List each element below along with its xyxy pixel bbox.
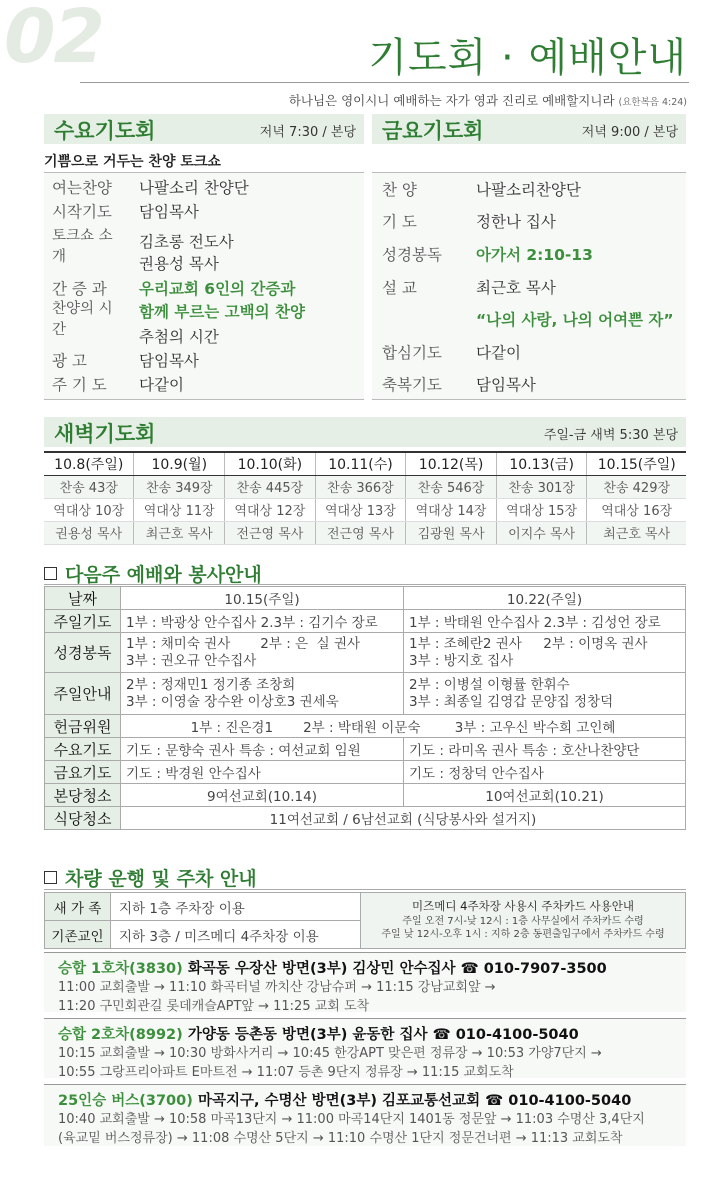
wednesday-program: 여는찬양 나팔소리 찬양단 시작기도 담임목사 토크쇼 소개 김초롱 전도사 권용성 목사 간 증 과 우리교회 6인의 간증과 찬양의 시간 함께 부르는 고백의 찬양 추첨의 시간 광 고 담임목사 주 기 도 다같이 bbox=[44, 172, 364, 400]
row-label: 주일기도 bbox=[45, 610, 121, 633]
dawn-date-cell: 10.8(주일) bbox=[44, 452, 134, 475]
dawn-date-cell: 10.10(화) bbox=[225, 452, 316, 475]
dawn-reading-cell: 역대상 12장 bbox=[225, 498, 316, 521]
wednesday-time: 저녁 7:30 / 본당 bbox=[259, 125, 356, 140]
dawn-preacher-cell: 김광원 목사 bbox=[406, 521, 497, 544]
friday-program: 찬 양 나팔소리찬양단 기 도 정한나 집사 성경봉독 아가서 2:10-13 설 교 최근호 목사 “나의 사랑, 나의 어여쁜 자” 합심기도 다같이 축복기도 담임목사 bbox=[372, 172, 686, 400]
table-row bbox=[45, 587, 686, 610]
dawn-date-cell: 10.9(월) bbox=[134, 452, 225, 475]
table-cell: 9여선교회(10.14) bbox=[121, 784, 404, 807]
table-cell: 기도 : 라미옥 권사 특송 : 호산나찬양단 bbox=[404, 738, 686, 761]
vehicles-title: 차량 운행 및 주차 안내 bbox=[44, 864, 257, 891]
table-row bbox=[45, 633, 686, 673]
dawn-hymn-cell: 찬송 429장 bbox=[587, 475, 686, 498]
row-label: 식당청소 bbox=[45, 807, 121, 830]
dawn-hymn-cell: 찬송 445장 bbox=[225, 475, 316, 498]
table-row bbox=[45, 761, 686, 784]
page-number: 02 bbox=[4, 0, 103, 80]
parking-table bbox=[44, 892, 686, 949]
dawn-reading-cell: 역대상 16장 bbox=[587, 498, 686, 521]
friday-time: 저녁 9:00 / 본당 bbox=[581, 125, 678, 140]
dawn-title: 새벽기도회 bbox=[54, 422, 156, 446]
dawn-reading-cell: 역대상 15장 bbox=[496, 498, 587, 521]
bus-route-1: 승합 1호차(3830) 화곡동 우장산 방면(3부) 김상민 안수집사 ☎ 010-7907-3500 11:00 교회출발 → 11:10 화곡터널 까치산 강남슈퍼 → 11:15 강남교회앞 → 11:20 구민회관길 롯데캐슬APT앞 → 11:25 교회 도착 bbox=[44, 952, 686, 1012]
row-label: 헌금위원 bbox=[45, 715, 121, 738]
dawn-preacher-cell: 이지수 목사 bbox=[496, 521, 587, 544]
dawn-time: 주일-금 새벽 5:30 본당 bbox=[543, 428, 678, 443]
dawn-preacher-cell: 전근영 목사 bbox=[225, 521, 316, 544]
dawn-reading-cell: 역대상 10장 bbox=[44, 498, 134, 521]
checkbox-square-icon bbox=[44, 567, 57, 580]
wednesday-subtitle: 기쁨으로 거두는 찬양 토크쇼 bbox=[44, 154, 221, 170]
date-cell: 10.15(주일) bbox=[121, 587, 404, 610]
wednesday-title: 수요기도회 bbox=[54, 119, 156, 143]
table-cell: 기도 : 박경원 안수집사 bbox=[121, 761, 404, 784]
table-cell: 2부 : 이병설 이형률 한휘수 3부 : 최종일 김영갑 문양집 정창덕 bbox=[404, 673, 686, 715]
dawn-reading-cell: 역대상 11장 bbox=[134, 498, 225, 521]
friday-header bbox=[372, 114, 686, 144]
dawn-reading-cell: 역대상 13장 bbox=[315, 498, 406, 521]
page-title: 기도회 · 예배안내 bbox=[368, 35, 687, 81]
phone-icon: ☎ 010-4100-5040 bbox=[485, 1093, 632, 1109]
dawn-hymn-cell: 찬송 43장 bbox=[44, 475, 134, 498]
checkbox-square-icon bbox=[44, 871, 57, 884]
date-cell: 10.22(주일) bbox=[404, 587, 686, 610]
dawn-hymn-cell: 찬송 366장 bbox=[315, 475, 406, 498]
table-row bbox=[45, 738, 686, 761]
table-row bbox=[45, 784, 686, 807]
table-cell: 기도 : 문향숙 권사 특송 : 여선교회 임원 bbox=[121, 738, 404, 761]
row-label: 성경봉독 bbox=[45, 633, 121, 673]
row-label: 새 가 족 bbox=[45, 893, 111, 921]
dawn-header bbox=[44, 417, 686, 447]
dawn-date-cell: 10.12(목) bbox=[406, 452, 497, 475]
table-cell: 1부 : 조혜란2 권사 2부 : 이명옥 권사 3부 : 방지호 집사 bbox=[404, 633, 686, 673]
friday-title: 금요기도회 bbox=[382, 119, 484, 143]
table-cell: 1부 : 진은경1 2부 : 박태원 이문숙 3부 : 고우신 박수희 고인혜 bbox=[121, 715, 686, 738]
dawn-reading-cell: 역대상 14장 bbox=[406, 498, 497, 521]
divider bbox=[44, 584, 686, 585]
dawn-readings-row bbox=[44, 498, 686, 521]
table-cell: 11여선교회 / 6남선교회 (식당봉사와 설거지) bbox=[121, 807, 686, 830]
bus-route-2: 승합 2호차(8992) 가양동 등촌동 방면(3부) 윤동한 집사 ☎ 010-4100-5040 10:15 교회출발 → 10:30 방화사거리 → 10:45 한강APT 맞은편 정류장 → 10:53 가양7단지 → 10:55 그랑프리아파트 E마트전 → 11:07 등촌 9단지 정류장 → 11:15 교회도착 bbox=[44, 1018, 686, 1078]
row-label: 기존교인 bbox=[45, 921, 111, 949]
date-header: 날짜 bbox=[45, 587, 121, 610]
dawn-hymns-row bbox=[44, 475, 686, 498]
dawn-preacher-cell: 최근호 목사 bbox=[134, 521, 225, 544]
dawn-date-cell: 10.13(금) bbox=[496, 452, 587, 475]
bible-verse: 하나님은 영이시니 예배하는 자가 영과 진리로 예배할지니라 (요한복음 4:24) bbox=[288, 93, 687, 108]
dawn-schedule-table bbox=[44, 451, 686, 545]
table-cell: 지하 3층 / 미즈메디 4주차장 이용 bbox=[111, 921, 361, 949]
bus-route-3: 25인승 버스(3700) 마곡지구, 수명산 방면(3부) 김포교통선교회 ☎ 010-4100-5040 10:40 교회출발 → 10:58 마곡13단지 → 11:00 마곡14단지 1401동 정문앞 → 11:03 수명산 3,4단지 (육교밑 버스정류장) → 11:08 수명산 5단지 → 11:10 수명산 1단지 정문건너편 → 11:13 교회도착 bbox=[44, 1084, 686, 1146]
next-week-table bbox=[44, 586, 686, 830]
table-cell: 1부 : 박광상 안수집사 2.3부 : 김기수 장로 bbox=[121, 610, 404, 633]
table-cell: 2부 : 정재민1 정기종 조창희 3부 : 이영술 장수완 이상호3 권세욱 bbox=[121, 673, 404, 715]
table-cell: 1부 : 박태원 안수집사 2.3부 : 김성언 장로 bbox=[404, 610, 686, 633]
table-cell: 1부 : 채미숙 권사 2부 : 은 실 권사 3부 : 권오규 안수집사 bbox=[121, 633, 404, 673]
parking-card-note: 미즈메디 4주차장 사용시 주차카드 사용안내 주일 오전 7시-낮 12시 : 1층 사무실에서 주차카드 수령 주일 낮 12시-오후 1시 : 지하 2층 동편출입구에서 주차카드 수령 bbox=[361, 893, 686, 949]
table-row bbox=[45, 893, 686, 921]
dawn-hymn-cell: 찬송 349장 bbox=[134, 475, 225, 498]
table-cell: 지하 1층 주차장 이용 bbox=[111, 893, 361, 921]
phone-icon: ☎ 010-4100-5040 bbox=[432, 1027, 579, 1043]
dawn-preacher-cell: 권용성 목사 bbox=[44, 521, 134, 544]
table-cell: 10여선교회(10.21) bbox=[404, 784, 686, 807]
table-row bbox=[45, 610, 686, 633]
row-label: 본당청소 bbox=[45, 784, 121, 807]
dawn-preacher-cell: 전근영 목사 bbox=[315, 521, 406, 544]
dawn-hymn-cell: 찬송 301장 bbox=[496, 475, 587, 498]
row-label: 금요기도 bbox=[45, 761, 121, 784]
table-cell: 기도 : 정창덕 안수집사 bbox=[404, 761, 686, 784]
dawn-preacher-cell: 최근호 목사 bbox=[587, 521, 686, 544]
table-row bbox=[45, 715, 686, 738]
dawn-dates-row bbox=[44, 452, 686, 475]
row-label: 수요기도 bbox=[45, 738, 121, 761]
dawn-date-cell: 10.15(주일) bbox=[587, 452, 686, 475]
phone-icon: ☎ 010-7907-3500 bbox=[460, 961, 607, 977]
dawn-hymn-cell: 찬송 546장 bbox=[406, 475, 497, 498]
wednesday-header bbox=[44, 114, 364, 144]
dawn-date-cell: 10.11(수) bbox=[315, 452, 406, 475]
table-row bbox=[45, 807, 686, 830]
next-week-title: 다음주 예배와 봉사안내 bbox=[44, 560, 262, 587]
table-row bbox=[45, 673, 686, 715]
dawn-preachers-row bbox=[44, 521, 686, 544]
divider bbox=[44, 889, 686, 890]
row-label: 주일안내 bbox=[45, 673, 121, 715]
title-divider bbox=[80, 82, 689, 83]
